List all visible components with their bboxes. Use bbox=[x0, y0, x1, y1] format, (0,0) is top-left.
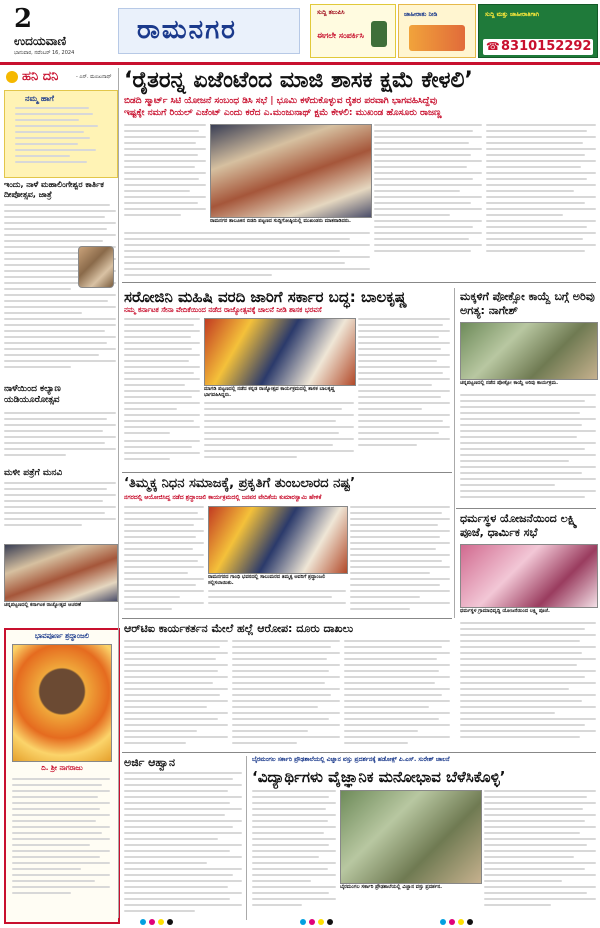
story-4-title: ‘ತಿಮ್ಮಕ್ಕ ನಿಧನ ಸಮಾಜಕ್ಕೆ, ಪ್ರಕೃತಿಗೆ ತುಂಬಲಾರದ ನಷ್ಟ’ bbox=[124, 476, 356, 491]
left-photo-caption: ಚನ್ನಪಟ್ಟಣದಲ್ಲಿ ಕರ್ನಾಟಕ ರಾಜ್ಯೋತ್ಸವ ಆಚರಣೆ bbox=[4, 602, 82, 608]
story-5-photo-caption: ಧರ್ಮಸ್ಥಳ ಗ್ರಾಮಾಭಿವೃದ್ಧಿ ಯೋಜನೆಯಿಂದ ಲಕ್ಷ್ಮಿ ಪೂಜೆ. bbox=[460, 608, 550, 614]
ad-text-4: ಸುದ್ದಿ ಮತ್ತು ಜಾಹೀರಾತಿಗಾಗಿ bbox=[485, 11, 540, 18]
left-headline-1: ಇಂದು, ನಾಳೆ ಮಹಾಲಿಂಗೇಶ್ವರ ಕಾರ್ತಿಕ ದೀಪೋತ್ಸವ, ಜಾತ್ರೆ bbox=[4, 180, 104, 199]
story-8-photo-caption: ಬೈರಮಂಗಲ ಸರ್ಕಾರಿ ಪ್ರೌಢಶಾಲೆಯಲ್ಲಿ ವಿಜ್ಞಾನ ವಸ್ತು ಪ್ರದರ್ಶನ. bbox=[340, 884, 443, 890]
story-6-title: ಆರ್‌ಟಿಐ ಕಾರ್ಯಕರ್ತನ ಮೇಲೆ ಹಲ್ಲೆ ಆರೋಪ: ದೂರು ದಾಖಲು bbox=[124, 622, 354, 635]
story-2-photo-caption: ಮಾಗಡಿ ಪಟ್ಟಣದಲ್ಲಿ ನಡೆದ ಕನ್ನಡ ರಾಜ್ಯೋತ್ಸವ ಕಾರ್ಯಕ್ರಮದಲ್ಲಿ ಶಾಸಕ ಬಾಲಕೃಷ್ಣ ಭಾಗವಹಿಸಿದ್ದರು. bbox=[204, 386, 335, 398]
main-headline: ‘ರೈತರನ್ನ ಏಜೆಂಟೆಂದ ಮಾಜಿ ಶಾಸಕ ಕ್ಷಮೆ ಕೇಳಲಿ’ bbox=[124, 68, 473, 93]
main-photo bbox=[210, 124, 372, 218]
story-2-photo bbox=[204, 318, 356, 386]
left-photo bbox=[4, 544, 118, 602]
story-5-photo bbox=[460, 544, 598, 608]
story-2-title: ಸರೋಜಿನಿ ಮಹಿಷಿ ವರದಿ ಜಾರಿಗೆ ಸರ್ಕಾರ ಬದ್ಧ: ಬಾಲಕೃಷ್ಣ bbox=[124, 288, 408, 306]
story-8-kicker: ಬೈರಮಂಗಲ ಸರ್ಕಾರಿ ಪ್ರೌಢಶಾಲೆಯಲ್ಲಿ ವಿಜ್ಞಾನ ವಸ್ತು ಪ್ರದರ್ಶನಕ್ಕೆ ಹಡೋಕ್ಸ್ ಪಿ.ಎಸ್. ಸುರೇಶ್ ಚಾಲನೆ bbox=[252, 756, 450, 763]
page-number: 2 bbox=[14, 4, 33, 34]
main-subtitle-1: ಬಿಡದಿ ಸ್ಮಾರ್ಟ್ ಸಿಟಿ ಯೋಜನೆ ಸಂಬಂಧ ಡಿಸಿ ಸಭೆ | ಭೂಮಿ ಕಳೆದುಕೊಳ್ಳುವ ರೈತರ ಪರವಾಗಿ ಭಾಗವಹಿಸಿದ್ದೆವು bbox=[124, 96, 438, 106]
story-3-photo-caption: ಚನ್ನಪಟ್ಟಣದಲ್ಲಿ ನಡೆದ ಪೋಕ್ಸೋ ಕಾಯ್ದೆ ಅರಿವು ಕಾರ್ಯಕ್ರಮ. bbox=[460, 380, 559, 386]
left-portrait bbox=[78, 246, 114, 288]
story-4-photo bbox=[208, 506, 348, 574]
ad-box-1 bbox=[310, 4, 396, 58]
ad-text-1: ಸುದ್ದಿ ತಲುಪಿಸಿ bbox=[317, 9, 345, 16]
ad-text-2: ಈಗಲೇ ಸಂಪರ್ಕಿಸಿ bbox=[317, 31, 364, 40]
bee-icon bbox=[6, 71, 18, 83]
story-8-title: ‘ವಿದ್ಯಾರ್ಥಿಗಳು ವೈಜ್ಞಾನಿಕ ಮನೋಭಾವ ಬೆಳೆಸಿಕೊಳ್ಳಿ’ bbox=[252, 768, 506, 786]
phone-icon: ☎ bbox=[486, 40, 500, 53]
honey-box-title: ನಮ್ಮ ಹಾಗೆ bbox=[25, 94, 54, 103]
masthead bbox=[0, 0, 600, 62]
honey-logo-text: ಹನಿ ದನಿ bbox=[22, 69, 59, 84]
ad-phone-number bbox=[483, 39, 593, 55]
print-registration-marks-3 bbox=[440, 919, 473, 925]
story-4-photo-caption: ರಾಮನಗರದ ಗಾಂಧಿ ಭವನದಲ್ಲಿ ಸಾಲುಮರದ ತಿಮ್ಮಕ್ಕ ಅವರಿಗೆ ಶ್ರದ್ಧಾಂಜಲಿ ಸಲ್ಲಿಸಲಾಯಿತು. bbox=[208, 574, 326, 586]
story-2-subtitle: ನಮ್ಮ ಕರ್ನಾಟಕ ಸೇನಾ ವೇದಿಕೆಯಿಂದ ನಡೆದ ರಾಜ್ಯೋತ್ಸವಕ್ಕೆ ಚಾಲನೆ ನೀಡಿ ಶಾಸಕ ಭರವಸೆ bbox=[124, 306, 322, 314]
ad-phone-icon bbox=[371, 21, 387, 47]
ad-phone: 8310152292 bbox=[501, 39, 592, 54]
story-7-title: ಅರ್ಜಿ ಆಹ್ವಾನ bbox=[124, 756, 176, 769]
section-title: ರಾಮನಗರ bbox=[137, 15, 237, 45]
left-column bbox=[4, 68, 116, 923]
obituary-name: ದಿ. ಶ್ರೀ ನಾಗರಾಜು bbox=[41, 764, 83, 772]
story-3-photo bbox=[460, 322, 598, 380]
paper-name: ಉದಯವಾಣಿ bbox=[14, 34, 67, 48]
obituary-photo bbox=[12, 644, 112, 762]
main-subtitle-2: ಇಷ್ಟಕ್ಕೇ ನಮಗೆ ರಿಯಲ್ ಎಜೆಂಟ್ ಎಂದು ಕರೆದ ಎ.ಮಂಜುನಾಥ್ ಕ್ಷಮೆ ಕೇಳಲಿ: ಮುಖಂಡ ಹೊಸೂರು ರಾಜಣ್ಣ bbox=[124, 108, 442, 118]
ad-box-2 bbox=[398, 4, 476, 58]
ad-figure bbox=[409, 25, 465, 51]
story-3-title: ಮಕ್ಕಳಿಗೆ ಪೋಕ್ಸೋ ಕಾಯ್ದೆ ಬಗ್ಗೆ ಅರಿವು ಅಗತ್ಯ: ನಾಗೇಶ್ bbox=[460, 290, 595, 317]
honey-box bbox=[4, 90, 118, 178]
honey-by: - ಎನ್. ಮಂಜುನಾಥ್ bbox=[76, 74, 112, 80]
story-8-photo bbox=[340, 790, 482, 884]
ad-box-3 bbox=[478, 4, 598, 58]
main-photo-caption: ರಾಮನಗರ ತಾಲೂಕಿನ ಬಿಡದಿ ಪಟ್ಟಣದ ಸುದ್ದಿಗೋಷ್ಠಿಯಲ್ಲಿ ಮುಖಂಡರು ಮಾತನಾಡಿದರು. bbox=[210, 218, 351, 224]
obituary-box bbox=[4, 628, 120, 924]
print-registration-marks-2 bbox=[300, 919, 333, 925]
left-headline-2: ನಾಳೆಯಿಂದ ಕಲ್ಯಾಣ ಯಡಿಯೂರೋತ್ಸವ bbox=[4, 384, 61, 405]
left-headline-3: ಮಳೀ ಪತ್ರೆಗೆ ಮನವಿ bbox=[4, 468, 63, 478]
date-line: ಭಾನುವಾರ, ನವೆಂಬರ್ 16, 2024 bbox=[14, 50, 75, 56]
obituary-label: ಭಾವಪೂರ್ಣ ಶ್ರದ್ಧಾಂಜಲಿ bbox=[34, 632, 90, 640]
story-5-title: ಧರ್ಮಸ್ಥಳ ಯೋಜನೆಯಿಂದ ಲಕ್ಷ್ಮಿ ಪೂಜೆ, ಧಾರ್ಮಿಕ ಸಭೆ bbox=[460, 512, 578, 539]
print-registration-marks bbox=[140, 919, 173, 925]
section-title-box bbox=[118, 8, 300, 54]
honey-logo bbox=[4, 68, 116, 88]
ad-text-3: ಜಾಹೀರಾತು ನೀಡಿ bbox=[404, 11, 438, 18]
story-4-subtitle: ನಗರದಲ್ಲಿ ಆಯೋಜಿಸಿದ್ದ ನಡೆದ ಶ್ರದ್ಧಾಂಜಲಿ ಕಾರ್ಯಕ್ರಮದಲ್ಲಿ ಜನಪರ ವೇದಿಕೆಯ ಕುಮಾರಸ್ವಾಮಿ ಹೇಳಿಕೆ bbox=[124, 494, 322, 501]
